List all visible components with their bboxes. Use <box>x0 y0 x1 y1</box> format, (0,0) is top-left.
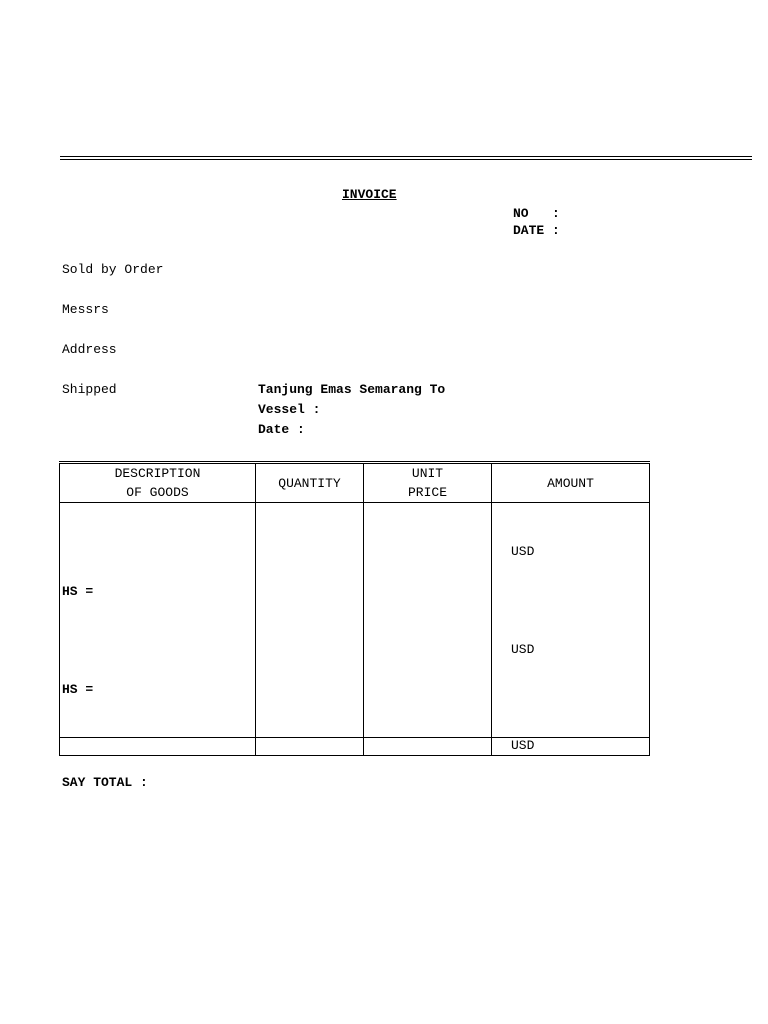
sold-by-label: Sold by Order <box>62 262 164 277</box>
address-label: Address <box>62 342 117 357</box>
vessel-label: Vessel : <box>258 402 321 417</box>
header-unit-price <box>364 463 492 503</box>
header-amount: AMOUNT <box>492 463 650 503</box>
item-1-currency: USD <box>511 544 535 559</box>
total-unit-price-cell <box>364 738 492 756</box>
messrs-label: Messrs <box>62 302 109 317</box>
ship-date-label: Date : <box>258 422 305 437</box>
item-1-hs: HS = <box>62 584 94 599</box>
table-total-row <box>60 738 650 756</box>
quantity-cell <box>256 503 364 738</box>
description-cell <box>60 503 256 738</box>
say-total-label: SAY TOTAL : <box>62 775 148 790</box>
item-2-currency: USD <box>511 642 535 657</box>
header-description-line1: DESCRIPTION <box>114 466 201 481</box>
total-quantity-cell <box>256 738 364 756</box>
shipped-label: Shipped <box>62 382 117 397</box>
total-description-cell <box>60 738 256 756</box>
top-rule-2 <box>60 159 752 160</box>
total-amount-cell <box>492 738 650 756</box>
total-currency: USD <box>511 738 535 753</box>
header-quantity: QUANTITY <box>256 463 364 503</box>
invoice-title: INVOICE <box>342 187 397 202</box>
table-header-row <box>60 463 650 503</box>
header-unit-price-line2: PRICE <box>407 485 447 500</box>
unit-price-cell <box>364 503 492 738</box>
header-description <box>60 463 256 503</box>
table-row <box>60 503 650 738</box>
shipping-route: Tanjung Emas Semarang To <box>258 382 446 397</box>
top-rule-1 <box>60 156 752 157</box>
goods-table <box>59 461 650 756</box>
invoice-date-label: DATE : <box>513 223 560 238</box>
amount-cell <box>492 503 650 738</box>
item-2-hs: HS = <box>62 682 94 697</box>
header-description-line2: OF GOODS <box>126 485 189 500</box>
invoice-no-label: NO : <box>513 206 560 221</box>
header-unit-price-line1: UNIT <box>411 466 444 481</box>
